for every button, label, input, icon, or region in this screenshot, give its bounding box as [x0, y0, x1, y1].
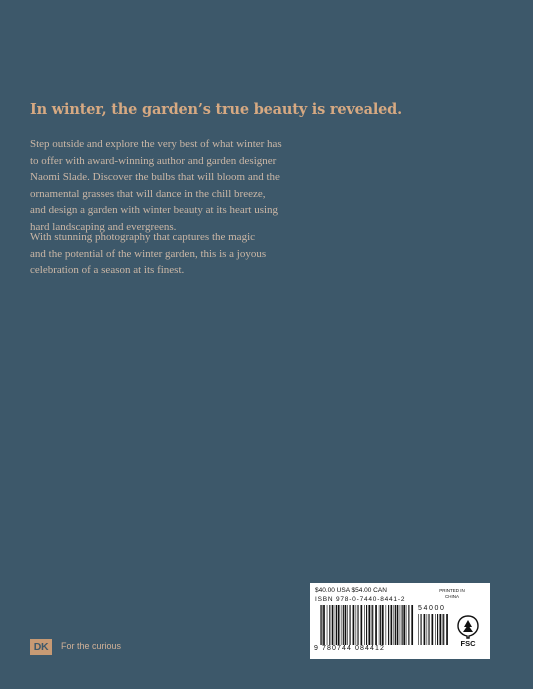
closing-paragraph	[30, 229, 330, 279]
description-line: to offer with award-winning author and garden designer	[30, 154, 277, 167]
isbn-label: ISBN 978-0-7440-8441-2	[315, 596, 406, 603]
publisher-tagline: For the curious	[61, 641, 122, 651]
closing-line: celebration of a season at its finest.	[30, 264, 185, 277]
fsc-tree-icon	[455, 614, 481, 648]
description-line: Naomi Slade. Discover the bulbs that will bloom and the	[30, 171, 280, 184]
barcode-digits: 9 780744 084412	[314, 645, 385, 652]
price-label: $40.00 USA $54.00 CAN	[315, 587, 387, 594]
description-line: Step outside and explore the very best of what winter has	[30, 138, 282, 150]
headline: In winter, the garden’s true beauty is revealed.	[30, 101, 402, 118]
dk-logo-icon: DK	[30, 639, 52, 655]
fsc-label: FSC	[460, 639, 476, 648]
closing-line: and the potential of the winter garden, this is a joyous	[30, 247, 267, 260]
barcode-panel	[310, 583, 490, 659]
description-line: ornamental grasses that will dance in the chill breeze,	[30, 187, 266, 200]
description-line: and design a garden with winter beauty at its heart using	[30, 204, 279, 217]
addon-digits: 54000	[418, 605, 446, 612]
description-line: hard landscaping and evergreens.	[30, 220, 177, 233]
printed-in-label: PRINTED IN CHINA	[439, 588, 465, 599]
description-paragraph	[30, 136, 330, 236]
closing-line: With stunning photography that captures the magic	[30, 231, 256, 243]
